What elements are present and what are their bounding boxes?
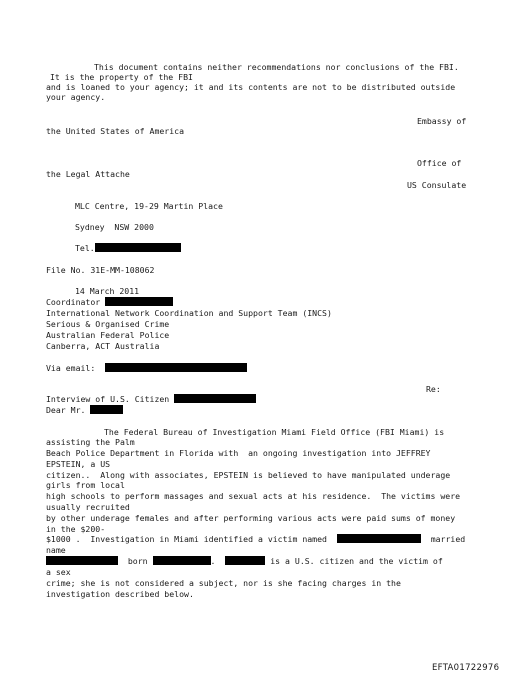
body-line-9: by other underage females and after performing various acts were paid sums of money bbox=[46, 513, 456, 523]
body-line-1: The Federal Bureau of Investigation Miami Field Office (FBI Miami) is bbox=[104, 427, 445, 437]
body-line-6: girls from local bbox=[46, 480, 125, 490]
coordinator-label: Coordinator bbox=[46, 297, 101, 307]
org-line-3: Australian Federal Police bbox=[46, 330, 170, 340]
re-label: Re: bbox=[426, 384, 441, 394]
body-line-14: a sex bbox=[46, 567, 71, 577]
embassy-line-2: the United States of America bbox=[46, 126, 185, 136]
body-line-13-period: . bbox=[210, 556, 216, 566]
body-line-5: citizen.. Along with associates, EPSTEIN is believed to have manipulated underage bbox=[46, 470, 451, 480]
redaction-bar bbox=[46, 556, 118, 565]
tel-label: Tel. bbox=[75, 243, 95, 253]
body-line-8: usually recruited bbox=[46, 502, 130, 512]
body-line-12: name bbox=[46, 545, 66, 555]
subject-line bbox=[46, 394, 256, 404]
notice-line-4: your agency. bbox=[46, 92, 106, 102]
redaction-bar bbox=[225, 556, 265, 565]
file-number: File No. 31E-MM-108062 bbox=[46, 265, 155, 275]
redaction-bar bbox=[153, 556, 211, 565]
body-line-13 bbox=[46, 556, 443, 566]
body-line-10: in the $200- bbox=[46, 524, 106, 534]
salutation-line bbox=[46, 405, 123, 415]
subject-text: Interview of U.S. Citizen bbox=[46, 394, 170, 404]
via-email-label: Via email: bbox=[46, 363, 96, 373]
notice-line-1: This document contains neither recommendations nor conclusions of the FBI. bbox=[94, 62, 459, 72]
org-line-4: Canberra, ACT Australia bbox=[46, 341, 160, 351]
office-line-2: the Legal Attache bbox=[46, 169, 130, 179]
body-line-7: high schools to perform massages and sexual acts at his residence. The victims were bbox=[46, 491, 461, 501]
coordinator-line bbox=[46, 297, 173, 307]
body-line-15: crime; she is not considered a subject, nor is she facing charges in the bbox=[46, 578, 401, 588]
body-line-11 bbox=[46, 534, 465, 544]
document-id: EFTA01722976 bbox=[432, 663, 500, 673]
org-line-1: International Network Coordination and Support Team (INCS) bbox=[46, 308, 332, 318]
body-line-11-end: married bbox=[430, 534, 466, 544]
redaction-bar bbox=[95, 243, 181, 252]
redaction-bar bbox=[337, 534, 421, 543]
tel-line bbox=[75, 243, 181, 253]
consulate-label: US Consulate bbox=[407, 180, 467, 190]
letter-date: 14 March 2011 bbox=[75, 286, 140, 296]
redaction-bar bbox=[105, 363, 247, 372]
redaction-bar bbox=[105, 297, 173, 306]
body-line-13-born: born bbox=[127, 556, 148, 566]
notice-line-3: and is loaned to your agency; it and its contents are not to be distributed outside bbox=[46, 82, 456, 92]
body-line-4: EPSTEIN, a US bbox=[46, 459, 111, 469]
redaction-bar bbox=[90, 405, 123, 414]
embassy-line-1: Embassy of bbox=[417, 116, 467, 126]
body-line-11-start: $1000 . Investigation in Miami identified a victim named bbox=[46, 534, 327, 544]
redaction-bar bbox=[174, 394, 256, 403]
body-line-3: Beach Police Department in Florida with an ongoing investigation into JEFFREY bbox=[46, 448, 431, 458]
address-line-2: Sydney NSW 2000 bbox=[75, 222, 154, 232]
org-line-2: Serious & Organised Crime bbox=[46, 319, 170, 329]
via-email-line bbox=[46, 363, 247, 373]
notice-line-2: It is the property of the FBI bbox=[50, 72, 193, 82]
office-line-1: Office of bbox=[417, 158, 462, 168]
body-line-2: assisting the Palm bbox=[46, 437, 135, 447]
address-line-1: MLC Centre, 19-29 Martin Place bbox=[75, 201, 223, 211]
body-line-16: investigation described below. bbox=[46, 589, 194, 599]
salutation-text: Dear Mr. bbox=[46, 405, 86, 415]
body-line-13-end: is a U.S. citizen and the victim of bbox=[270, 556, 443, 566]
